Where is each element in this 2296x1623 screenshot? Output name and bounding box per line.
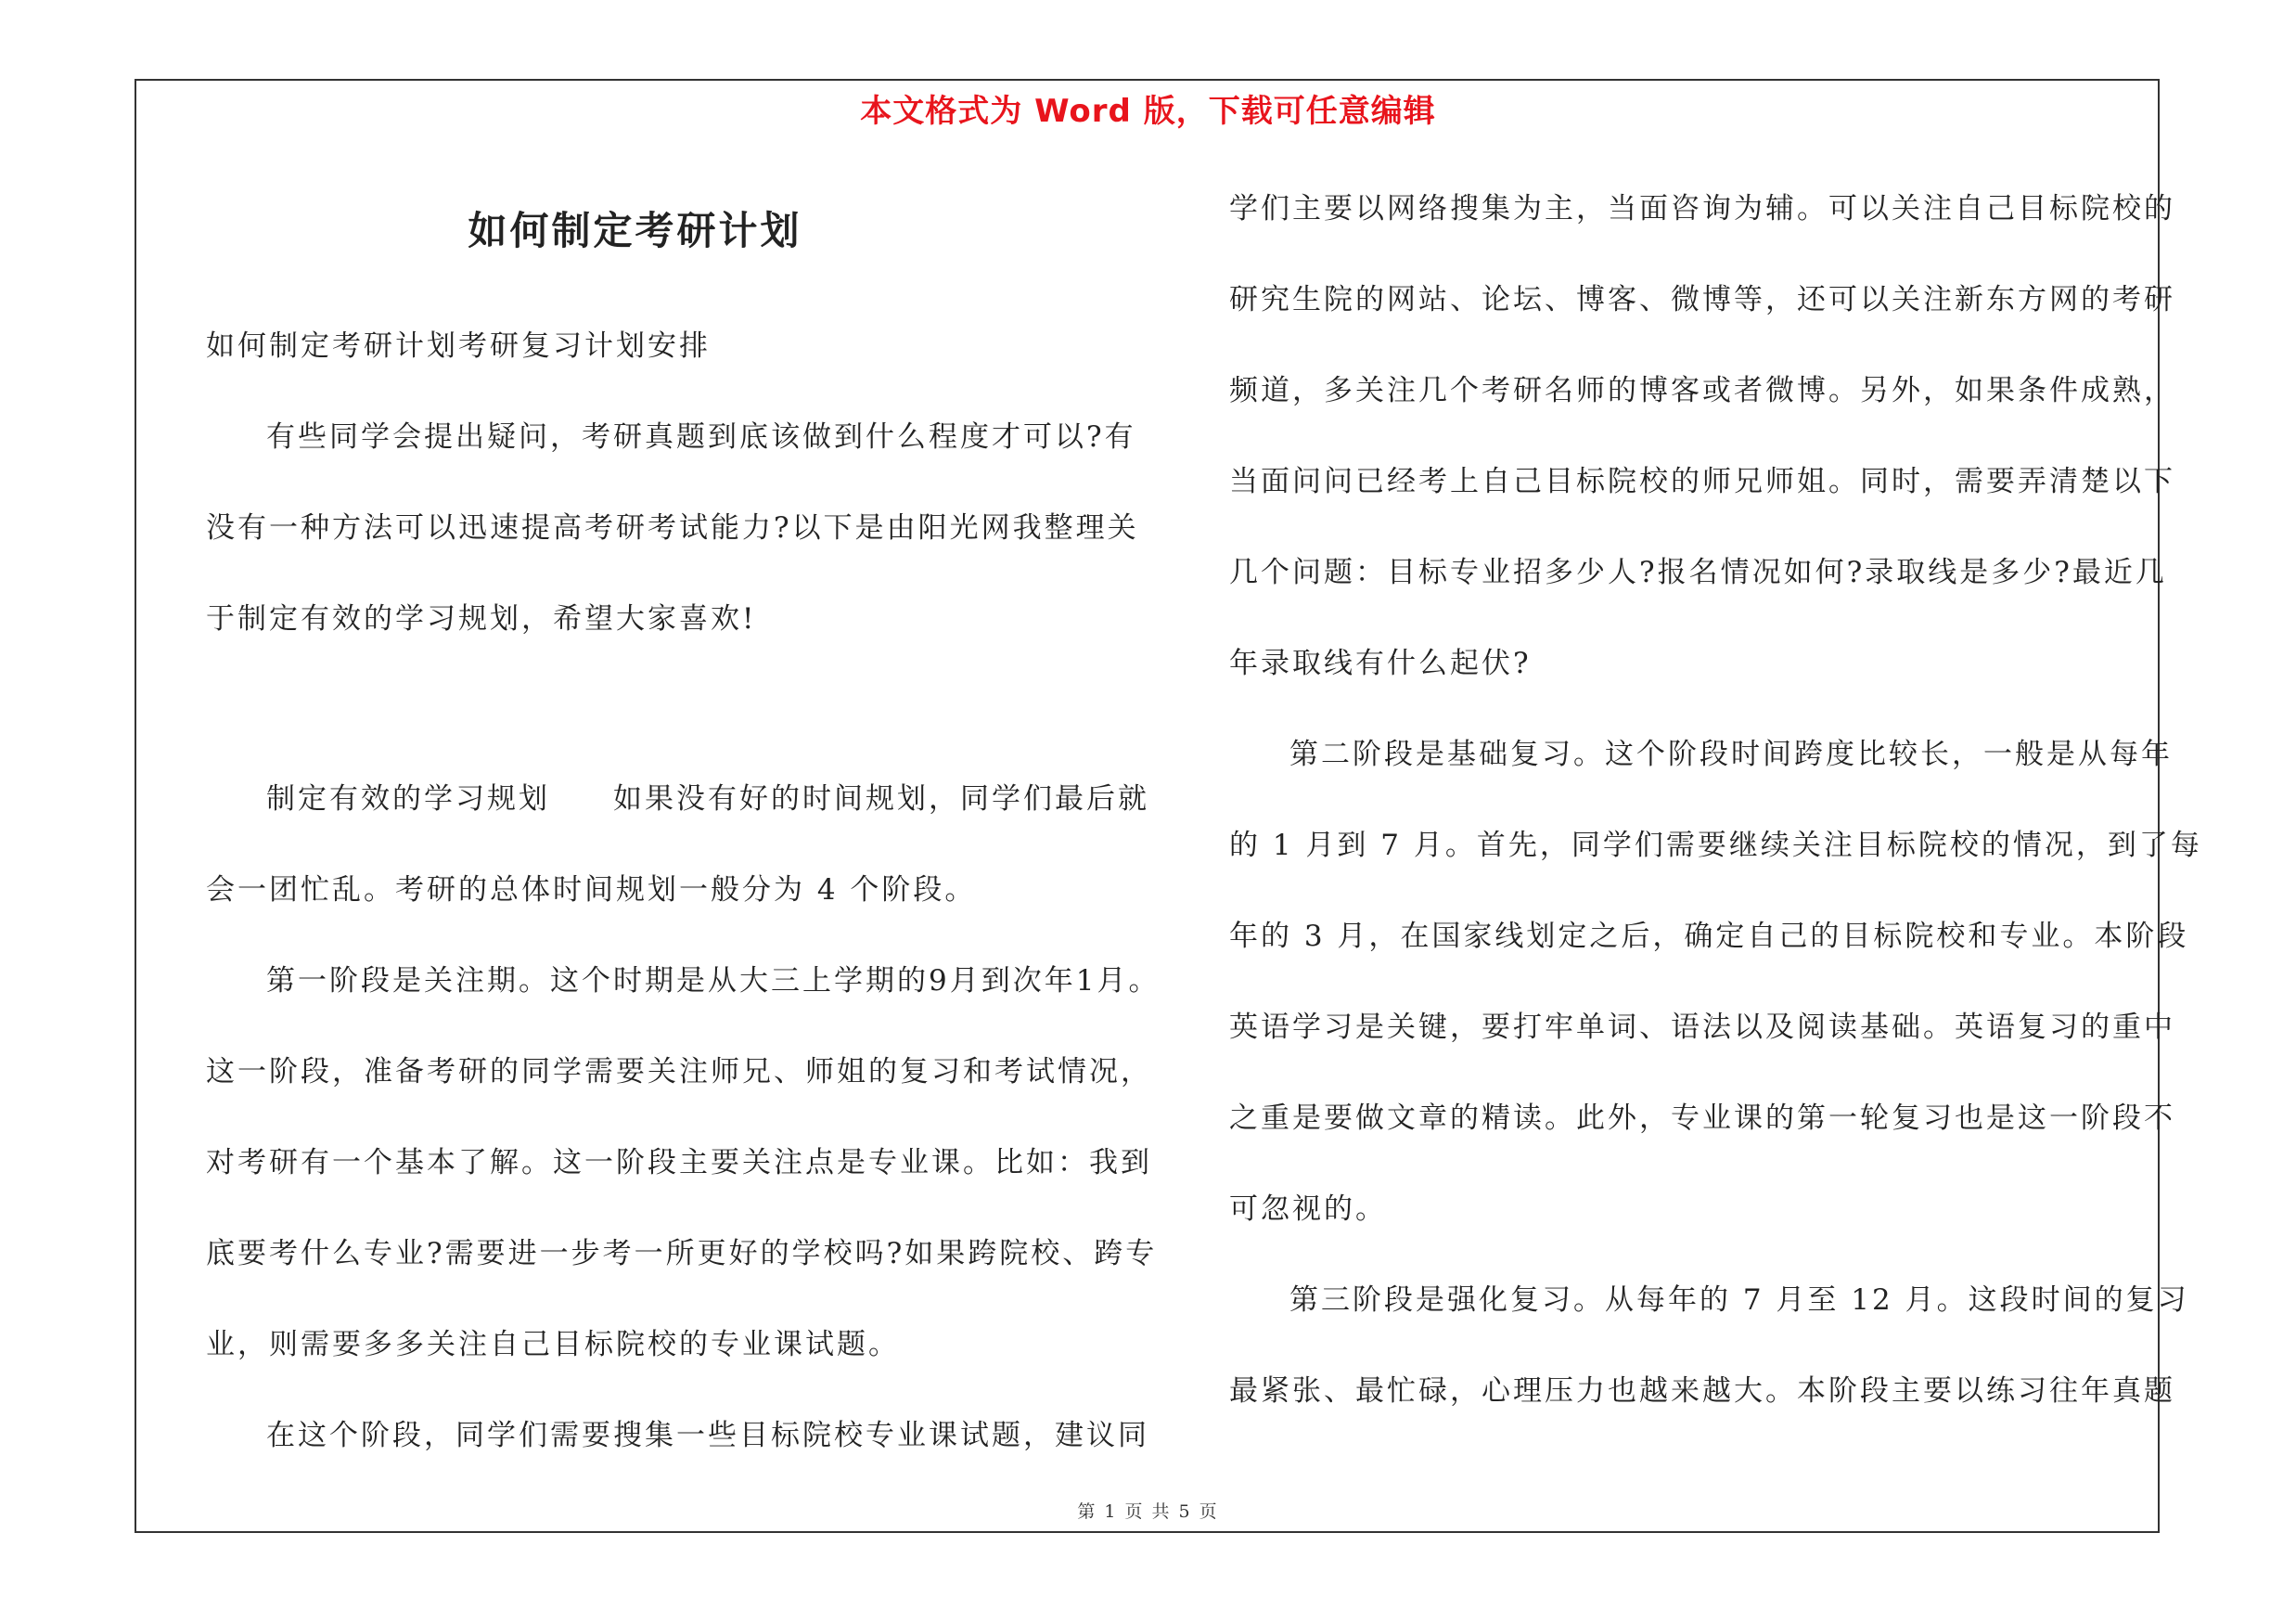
paragraph-line: 年录取线有什么起伏? — [1229, 647, 1532, 680]
paragraph-line: 最紧张、最忙碌，心理压力也越来越大。本阶段主要以练习往年真题 — [1229, 1374, 2175, 1408]
paragraph-line: 在这个阶段，同学们需要搜集一些目标院校专业课试题，建议同 — [266, 1419, 1149, 1452]
paragraph-line: 学们主要以网络搜集为主，当面咨询为辅。可以关注自己目标院校的 — [1229, 192, 2175, 225]
paragraph-line: 频道，多关注几个考研名师的博客或者微博。另外，如果条件成熟， — [1229, 374, 2175, 407]
paragraph-line: 有些同学会提出疑问，考研真题到底该做到什么程度才可以?有 — [266, 420, 1136, 454]
paragraph-line: 的 1 月到 7 月。首先，同学们需要继续关注目标院校的情况，到了每 — [1229, 829, 2202, 862]
paragraph-line: 制定有效的学习规划 如果没有好的时间规划，同学们最后就 — [266, 782, 1149, 816]
page-number-footer: 第 1 页 共 5 页 — [1077, 1501, 1219, 1522]
paragraph-line: 研究生院的网站、论坛、博客、微博等，还可以关注新东方网的考研 — [1229, 283, 2175, 316]
paragraph-line: 之重是要做文章的精读。此外，专业课的第一轮复习也是这一阶段不 — [1229, 1101, 2175, 1135]
paragraph-line: 可忽视的。 — [1229, 1192, 1387, 1226]
paragraph-line: 几个问题：目标专业招多少人?报名情况如何?录取线是多少?最近几 — [1229, 556, 2167, 589]
paragraph-line: 这一阶段，准备考研的同学需要关注师兄、师姐的复习和考试情况， — [206, 1055, 1152, 1088]
paragraph-line: 于制定有效的学习规划，希望大家喜欢! — [206, 602, 757, 636]
paragraph-line: 第二阶段是基础复习。这个阶段时间跨度比较长，一般是从每年 — [1289, 738, 2173, 771]
paragraph-line: 第三阶段是强化复习。从每年的 7 月至 12 月。这段时间的复习 — [1289, 1283, 2189, 1317]
paragraph-line: 业，则需要多多关注自己目标院校的专业课试题。 — [206, 1328, 900, 1361]
paragraph-line: 第一阶段是关注期。这个时期是从大三上学期的9月到次年1月。 — [266, 964, 1161, 998]
word-format-banner: 本文格式为 Word 版，下载可任意编辑 — [860, 93, 1436, 130]
subtitle-line: 如何制定考研计划考研复习计划安排 — [206, 329, 711, 363]
document-title: 如何制定考研计划 — [468, 208, 802, 253]
paragraph-line: 底要考什么专业?需要进一步考一所更好的学校吗?如果跨院校、跨专 — [206, 1237, 1158, 1270]
paragraph-line: 年的 3 月，在国家线划定之后，确定自己的目标院校和专业。本阶段 — [1229, 920, 2189, 953]
paragraph-line: 没有一种方法可以迅速提高考研考试能力?以下是由阳光网我整理关 — [206, 511, 1139, 545]
paragraph-line: 对考研有一个基本了解。这一阶段主要关注点是专业课。比如：我到 — [206, 1146, 1152, 1179]
paragraph-line: 当面问问已经考上自己目标院校的师兄师姐。同时，需要弄清楚以下 — [1229, 465, 2175, 498]
paragraph-line: 会一团忙乱。考研的总体时间规划一般分为 4 个阶段。 — [206, 873, 977, 907]
paragraph-line: 英语学习是关键，要打牢单词、语法以及阅读基础。英语复习的重中 — [1229, 1011, 2175, 1044]
